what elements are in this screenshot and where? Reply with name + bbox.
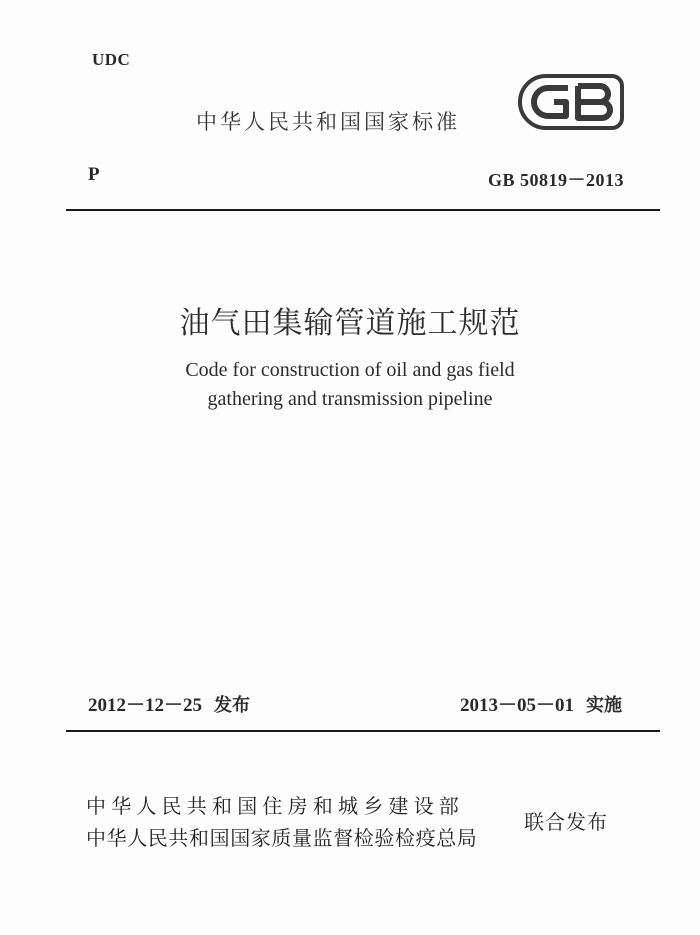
title-english-line1: Code for construction of oil and gas field [185, 359, 515, 381]
implementation-date-block [460, 690, 622, 717]
title-chinese: 油气田集输管道施工规范 [179, 306, 521, 341]
bottom-divider [66, 730, 660, 732]
gb-logo-icon [516, 72, 626, 132]
publisher-administration: 中华人民共和国国家质量监督检验检疫总局 [86, 826, 478, 850]
national-standard-heading: 中华人民共和国国家标准 [196, 110, 460, 134]
publisher-block [86, 790, 477, 854]
issue-date: 2012－12－25 [88, 695, 203, 716]
classification-code: P [88, 164, 100, 185]
implementation-label: 实施 [586, 695, 622, 716]
top-divider [66, 209, 660, 211]
issue-label: 发布 [214, 695, 251, 716]
udc-label: UDC [92, 50, 131, 69]
joint-release-label: 联合发布 [524, 810, 608, 834]
standard-number: GB 50819－2013 [487, 170, 624, 190]
issue-date-block [88, 690, 250, 717]
implementation-date: 2013－05－01 [459, 695, 574, 716]
title-english-line2: gathering and transmission pipeline [207, 388, 493, 410]
title-english [0, 356, 700, 414]
publisher-ministry: 中华人民共和国住房和城乡建设部 [86, 794, 464, 818]
